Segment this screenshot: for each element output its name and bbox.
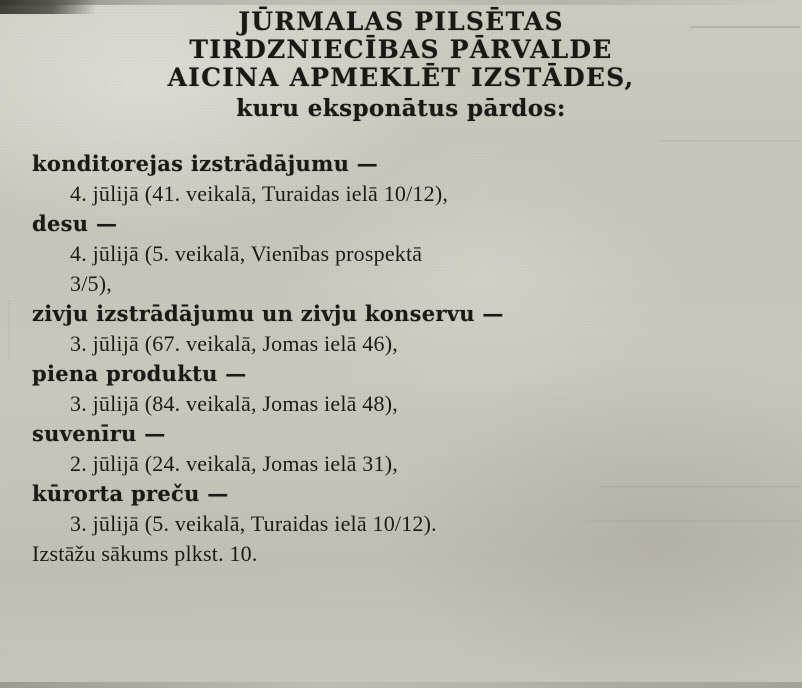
listing-detail: 4. jūlijā (41. veikalā, Turaidas ielā 10/12), xyxy=(70,181,449,206)
headline-line-3: AICINA APMEKLĒT IZSTĀDES, xyxy=(167,63,635,92)
listing-category: desu — xyxy=(32,211,118,236)
headline-block xyxy=(0,8,802,123)
closing-note: Izstāžu sākums plkst. 10. xyxy=(32,541,258,566)
headline-line-1: JŪRMALAS PILSĒTAS xyxy=(238,7,564,36)
listing-item xyxy=(32,149,790,209)
listing-body xyxy=(0,149,802,569)
listing-detail: 4. jūlijā (5. veikalā, Vienības prospektā xyxy=(70,241,423,266)
headline-line-4: kuru eksponātus pārdos: xyxy=(236,95,566,122)
headline-line-2: TIRDZNIECĪBAS PĀRVALDE xyxy=(189,35,613,64)
listing-detail: 3. jūlijā (5. veikalā, Turaidas ielā 10/12). xyxy=(70,511,437,536)
listing-item xyxy=(32,299,790,359)
listing-category: kūrorta preču — xyxy=(32,481,229,506)
listing-item xyxy=(32,479,790,539)
listing-category: konditorejas izstrādājumu — xyxy=(32,151,379,176)
listing-item xyxy=(32,209,790,299)
listing-item xyxy=(32,419,790,479)
listing-detail: 2. jūlijā (24. veikalā, Jomas ielā 31), xyxy=(70,451,398,476)
listing-detail: 3. jūlijā (67. veikalā, Jomas ielā 46), xyxy=(70,331,398,356)
listing-category: suvenīru — xyxy=(32,421,166,446)
listing-item xyxy=(32,359,790,419)
listing-detail-continued: 3/5), xyxy=(70,271,112,296)
listing-detail: 3. jūlijā (84. veikalā, Jomas ielā 48), xyxy=(70,391,398,416)
listing-category: zivju izstrādājumu un zivju konservu — xyxy=(32,301,504,326)
listing-category: piena produktu — xyxy=(32,361,247,386)
